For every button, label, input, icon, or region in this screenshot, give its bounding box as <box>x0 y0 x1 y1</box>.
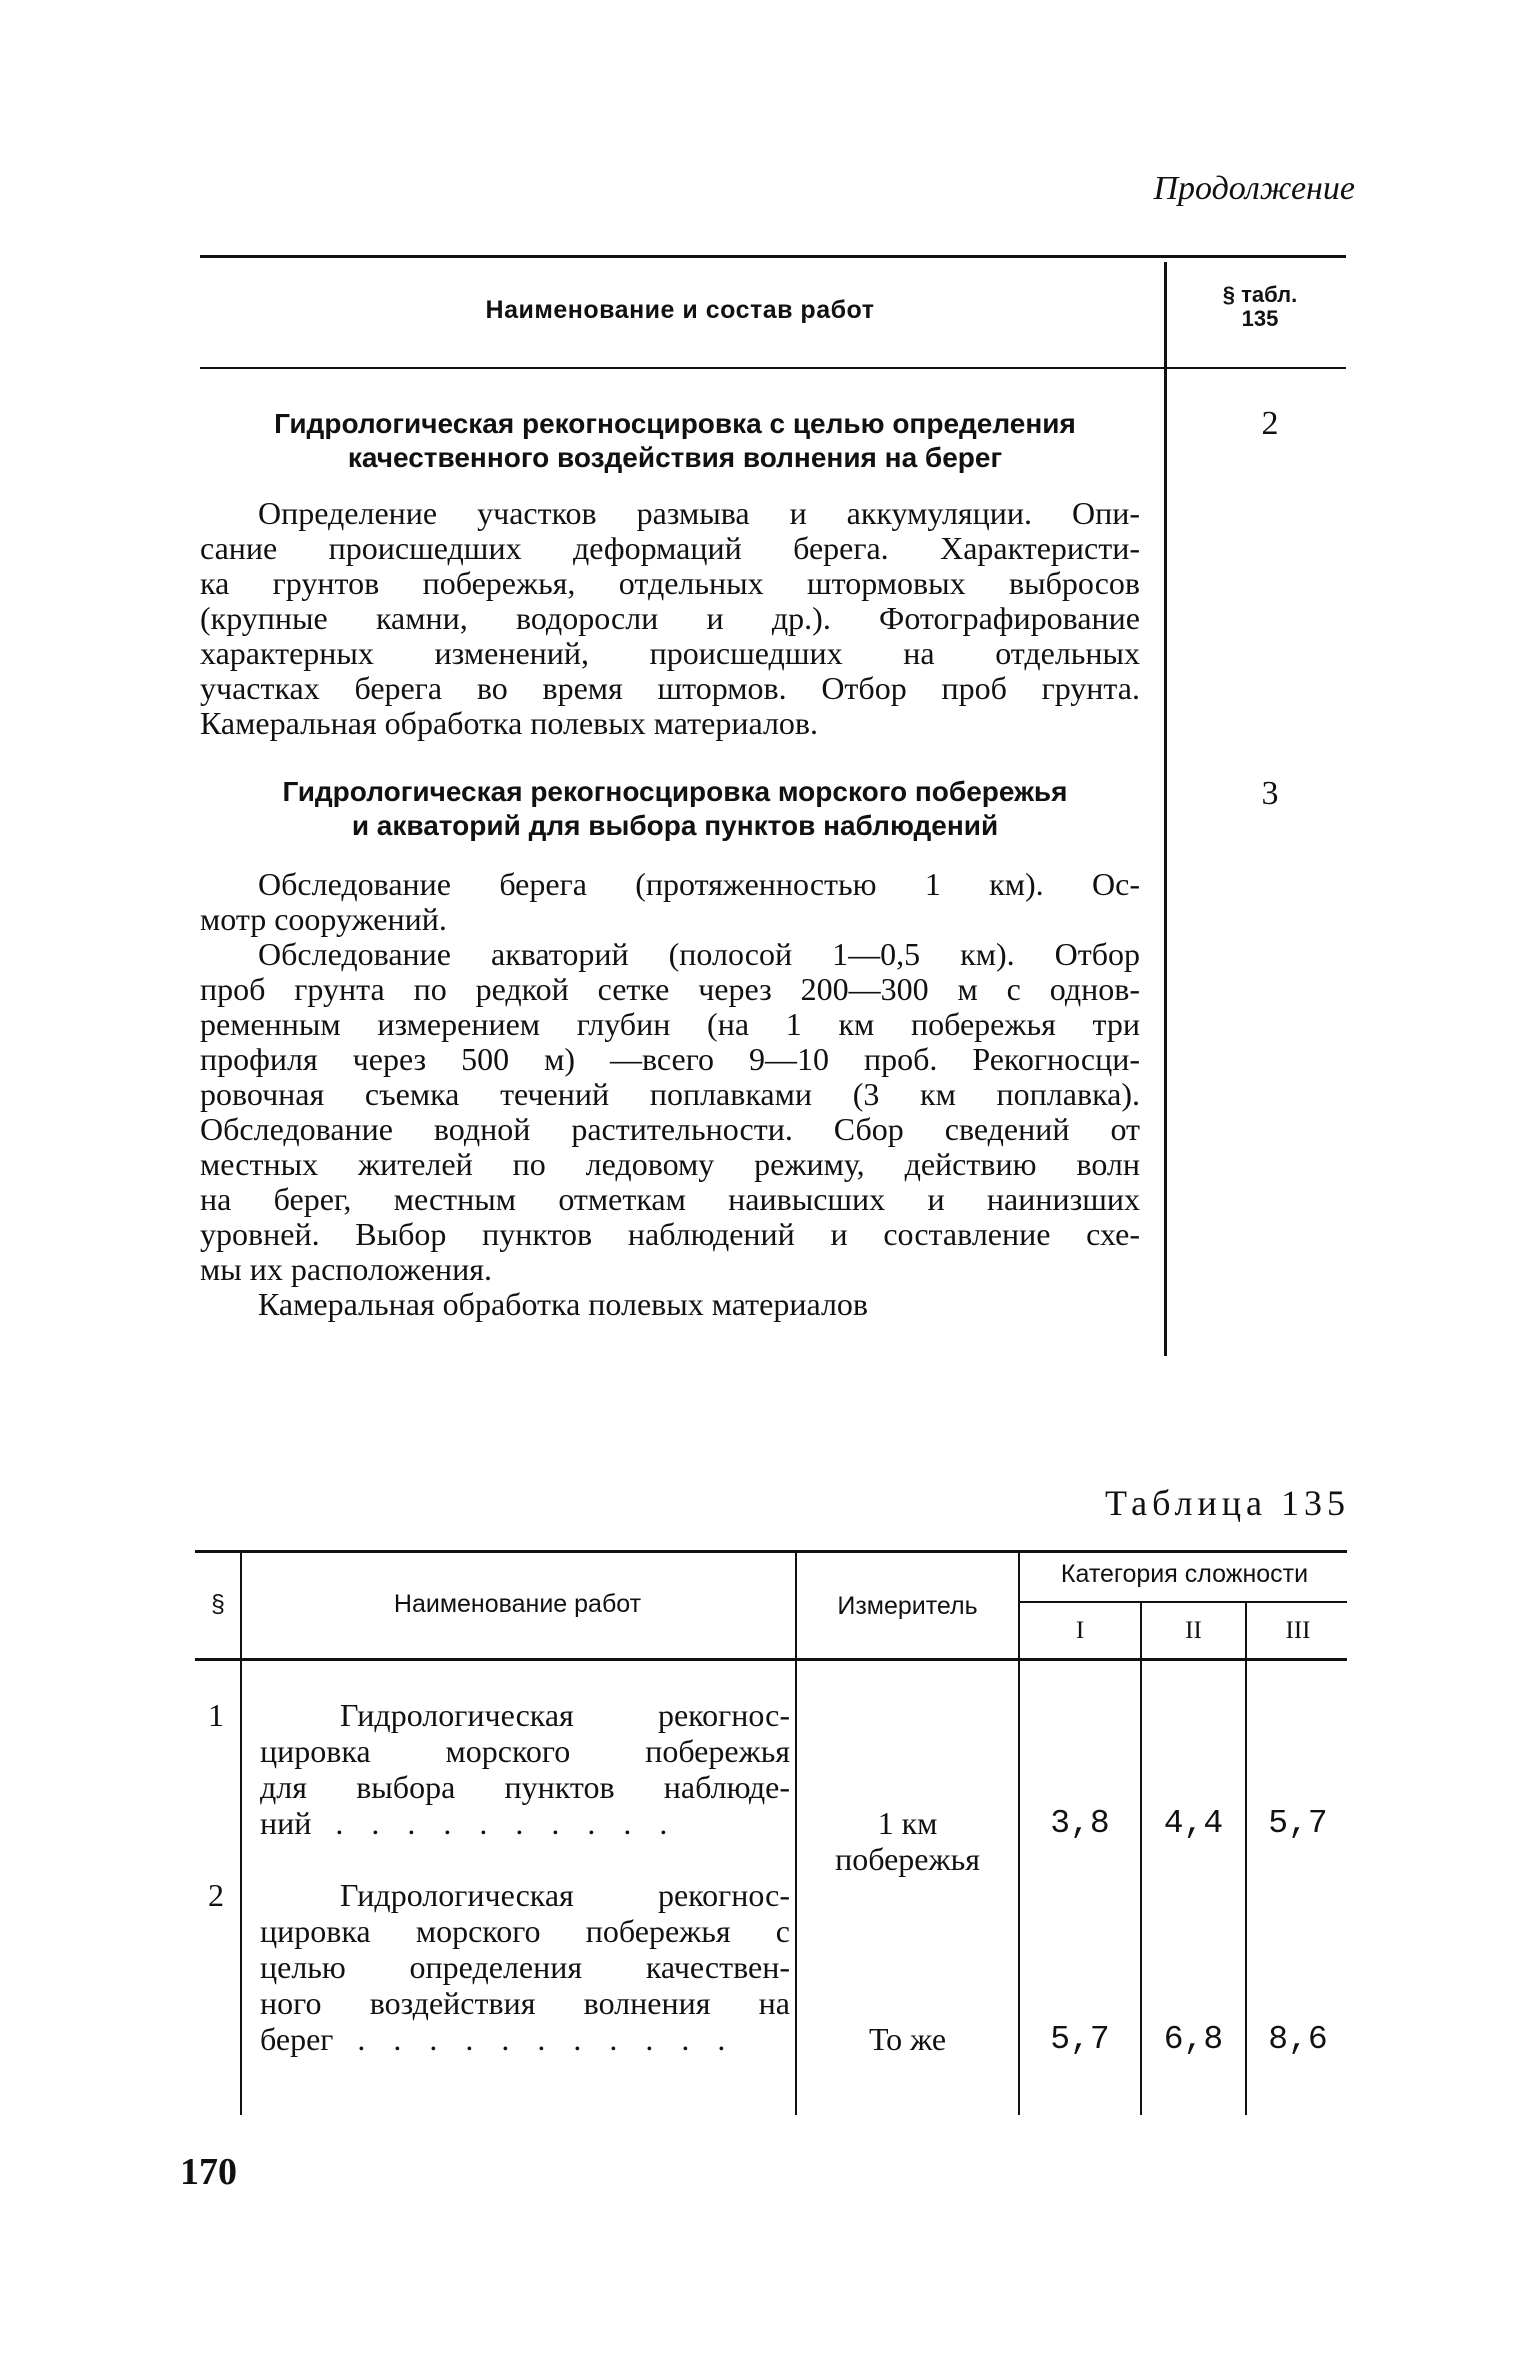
body-line: Определение участков размыва и аккумуляции. Опи- <box>258 495 1140 531</box>
row-name-last-line <box>260 2021 790 2057</box>
unit-line: То же <box>868 2021 947 2057</box>
body-line: участках берега во время штормов. Отбор проб грунта. <box>200 670 1140 706</box>
body-line: Обследование берега (протяженностью 1 км). Ос- <box>258 866 1140 902</box>
unit-value: 1 км <box>877 1805 938 1841</box>
column-divider <box>795 1553 797 2115</box>
body-line: ременным измерением глубин (на 1 км побережья три <box>200 1006 1140 1042</box>
value-cat-ii: 4,4 <box>1163 1805 1224 1842</box>
body-line: мотр сооружений. <box>200 901 447 937</box>
section-title-line: и акваторий для выбора пунктов наблюдений <box>351 810 999 841</box>
row-name-line: цировка морского побережья с <box>260 1913 790 1949</box>
row-name-line: цировка морского побережья <box>260 1733 790 1769</box>
value-cat-iii: 8,6 <box>1268 2021 1328 2058</box>
page-number: 170 <box>180 2151 237 2193</box>
body-line: Обследование водной растительности. Сбор сведений от <box>200 1111 1140 1147</box>
body-line: Камеральная обработка полевых материалов. <box>200 705 819 741</box>
value-cat-iii: 5,7 <box>1268 1805 1328 1842</box>
header-unit: Измеритель <box>837 1592 978 1620</box>
table-top-rule <box>195 1550 1347 1553</box>
body-line: местных жителей по ледовому режиму, действию волн <box>200 1146 1140 1182</box>
header-category: Категория сложности <box>1060 1560 1309 1588</box>
body-line: профиля через 500 м) —всего 9—10 проб. Рекогносци- <box>200 1041 1140 1077</box>
unit-line: побережья <box>835 1841 980 1877</box>
body-line: характерных изменений, происшедших на отдельных <box>200 635 1140 671</box>
table-header-rule <box>195 1658 1347 1661</box>
column-divider <box>1140 1603 1142 2115</box>
header-category-ii: II <box>1185 1617 1202 1644</box>
column-header-ref-line2: 135 <box>1241 306 1279 331</box>
section-title-line: Гидрологическая рекогносцировка морского побережья <box>282 776 1068 807</box>
value-cat-i: 3,8 <box>1050 1805 1110 1842</box>
table-header-rule <box>200 367 1346 369</box>
row-name-line: ний <box>260 1805 312 1841</box>
header-name: Наименование работ <box>393 1590 642 1618</box>
section-ref-number: 3 <box>1261 775 1279 812</box>
body-line: ка грунтов побережья, отдельных штормовых выбросов <box>200 565 1140 601</box>
table-title: Таблица 135 <box>1105 1483 1350 1523</box>
table-column-divider <box>1164 262 1167 1356</box>
row-name-line: Гидрологическая рекогнос- <box>340 1877 790 1913</box>
column-divider <box>240 1553 242 2115</box>
row-number: 1 <box>208 1697 224 1733</box>
body-line: (крупные камни, водоросли и др.). Фотографирование <box>200 600 1140 636</box>
row-name-line: для выбора пунктов наблюде- <box>260 1769 790 1805</box>
body-line: Обследование акваторий (полосой 1—0,5 км). Отбор <box>258 936 1140 972</box>
category-subheader-rule <box>1020 1601 1347 1603</box>
body-line: уровней. Выбор пунктов наблюдений и составление схе- <box>200 1216 1140 1252</box>
column-header-ref <box>1180 283 1340 331</box>
value-cat-i: 5,7 <box>1050 2021 1110 2058</box>
section-title-line: качественного воздействия волнения на берег <box>347 442 1003 473</box>
value-cat-ii: 6,8 <box>1163 2021 1224 2058</box>
row-name-line: Гидрологическая рекогнос- <box>340 1697 790 1733</box>
body-line: мы их расположения. <box>200 1251 493 1287</box>
unit-line <box>800 1805 1015 1841</box>
header-category-i: I <box>1075 1617 1085 1644</box>
leader-dots: . . . . . . . . . . <box>335 1805 678 1841</box>
row-name-last-line <box>260 1805 790 1841</box>
row-name-line: ного воздействия волнения на <box>260 1985 790 2021</box>
column-header-name: Наименование и состав работ <box>485 296 875 324</box>
continuation-label: Продолжение <box>1153 170 1355 207</box>
row-name-line: берег <box>260 2021 334 2057</box>
body-line: на берег, местным отметкам наивысших и наинизших <box>200 1181 1140 1217</box>
body-line: Камеральная обработка полевых материалов <box>258 1286 869 1322</box>
section-title-line: Гидрологическая рекогносцировка с целью определения <box>274 408 1076 439</box>
column-divider <box>1018 1553 1020 2115</box>
section-ref-number: 2 <box>1261 405 1279 442</box>
body-line: проб грунта по редкой сетке через 200—300 м с однов- <box>200 971 1140 1007</box>
column-divider <box>1245 1603 1247 2115</box>
body-line: сание происшедших деформаций берега. Характеристи- <box>200 530 1140 566</box>
row-name-line: целью определения качествен- <box>260 1949 790 1985</box>
body-line: ровочная съемка течений поплавками (3 км поплавка). <box>200 1076 1140 1112</box>
column-header-ref-line1: § табл. <box>1222 282 1298 307</box>
header-category-iii: III <box>1285 1617 1311 1644</box>
row-number: 2 <box>208 1877 224 1913</box>
table-top-rule <box>200 255 1346 258</box>
header-section: § <box>211 1590 225 1618</box>
leader-dots: . . . . . . . . . . . <box>357 2021 736 2057</box>
